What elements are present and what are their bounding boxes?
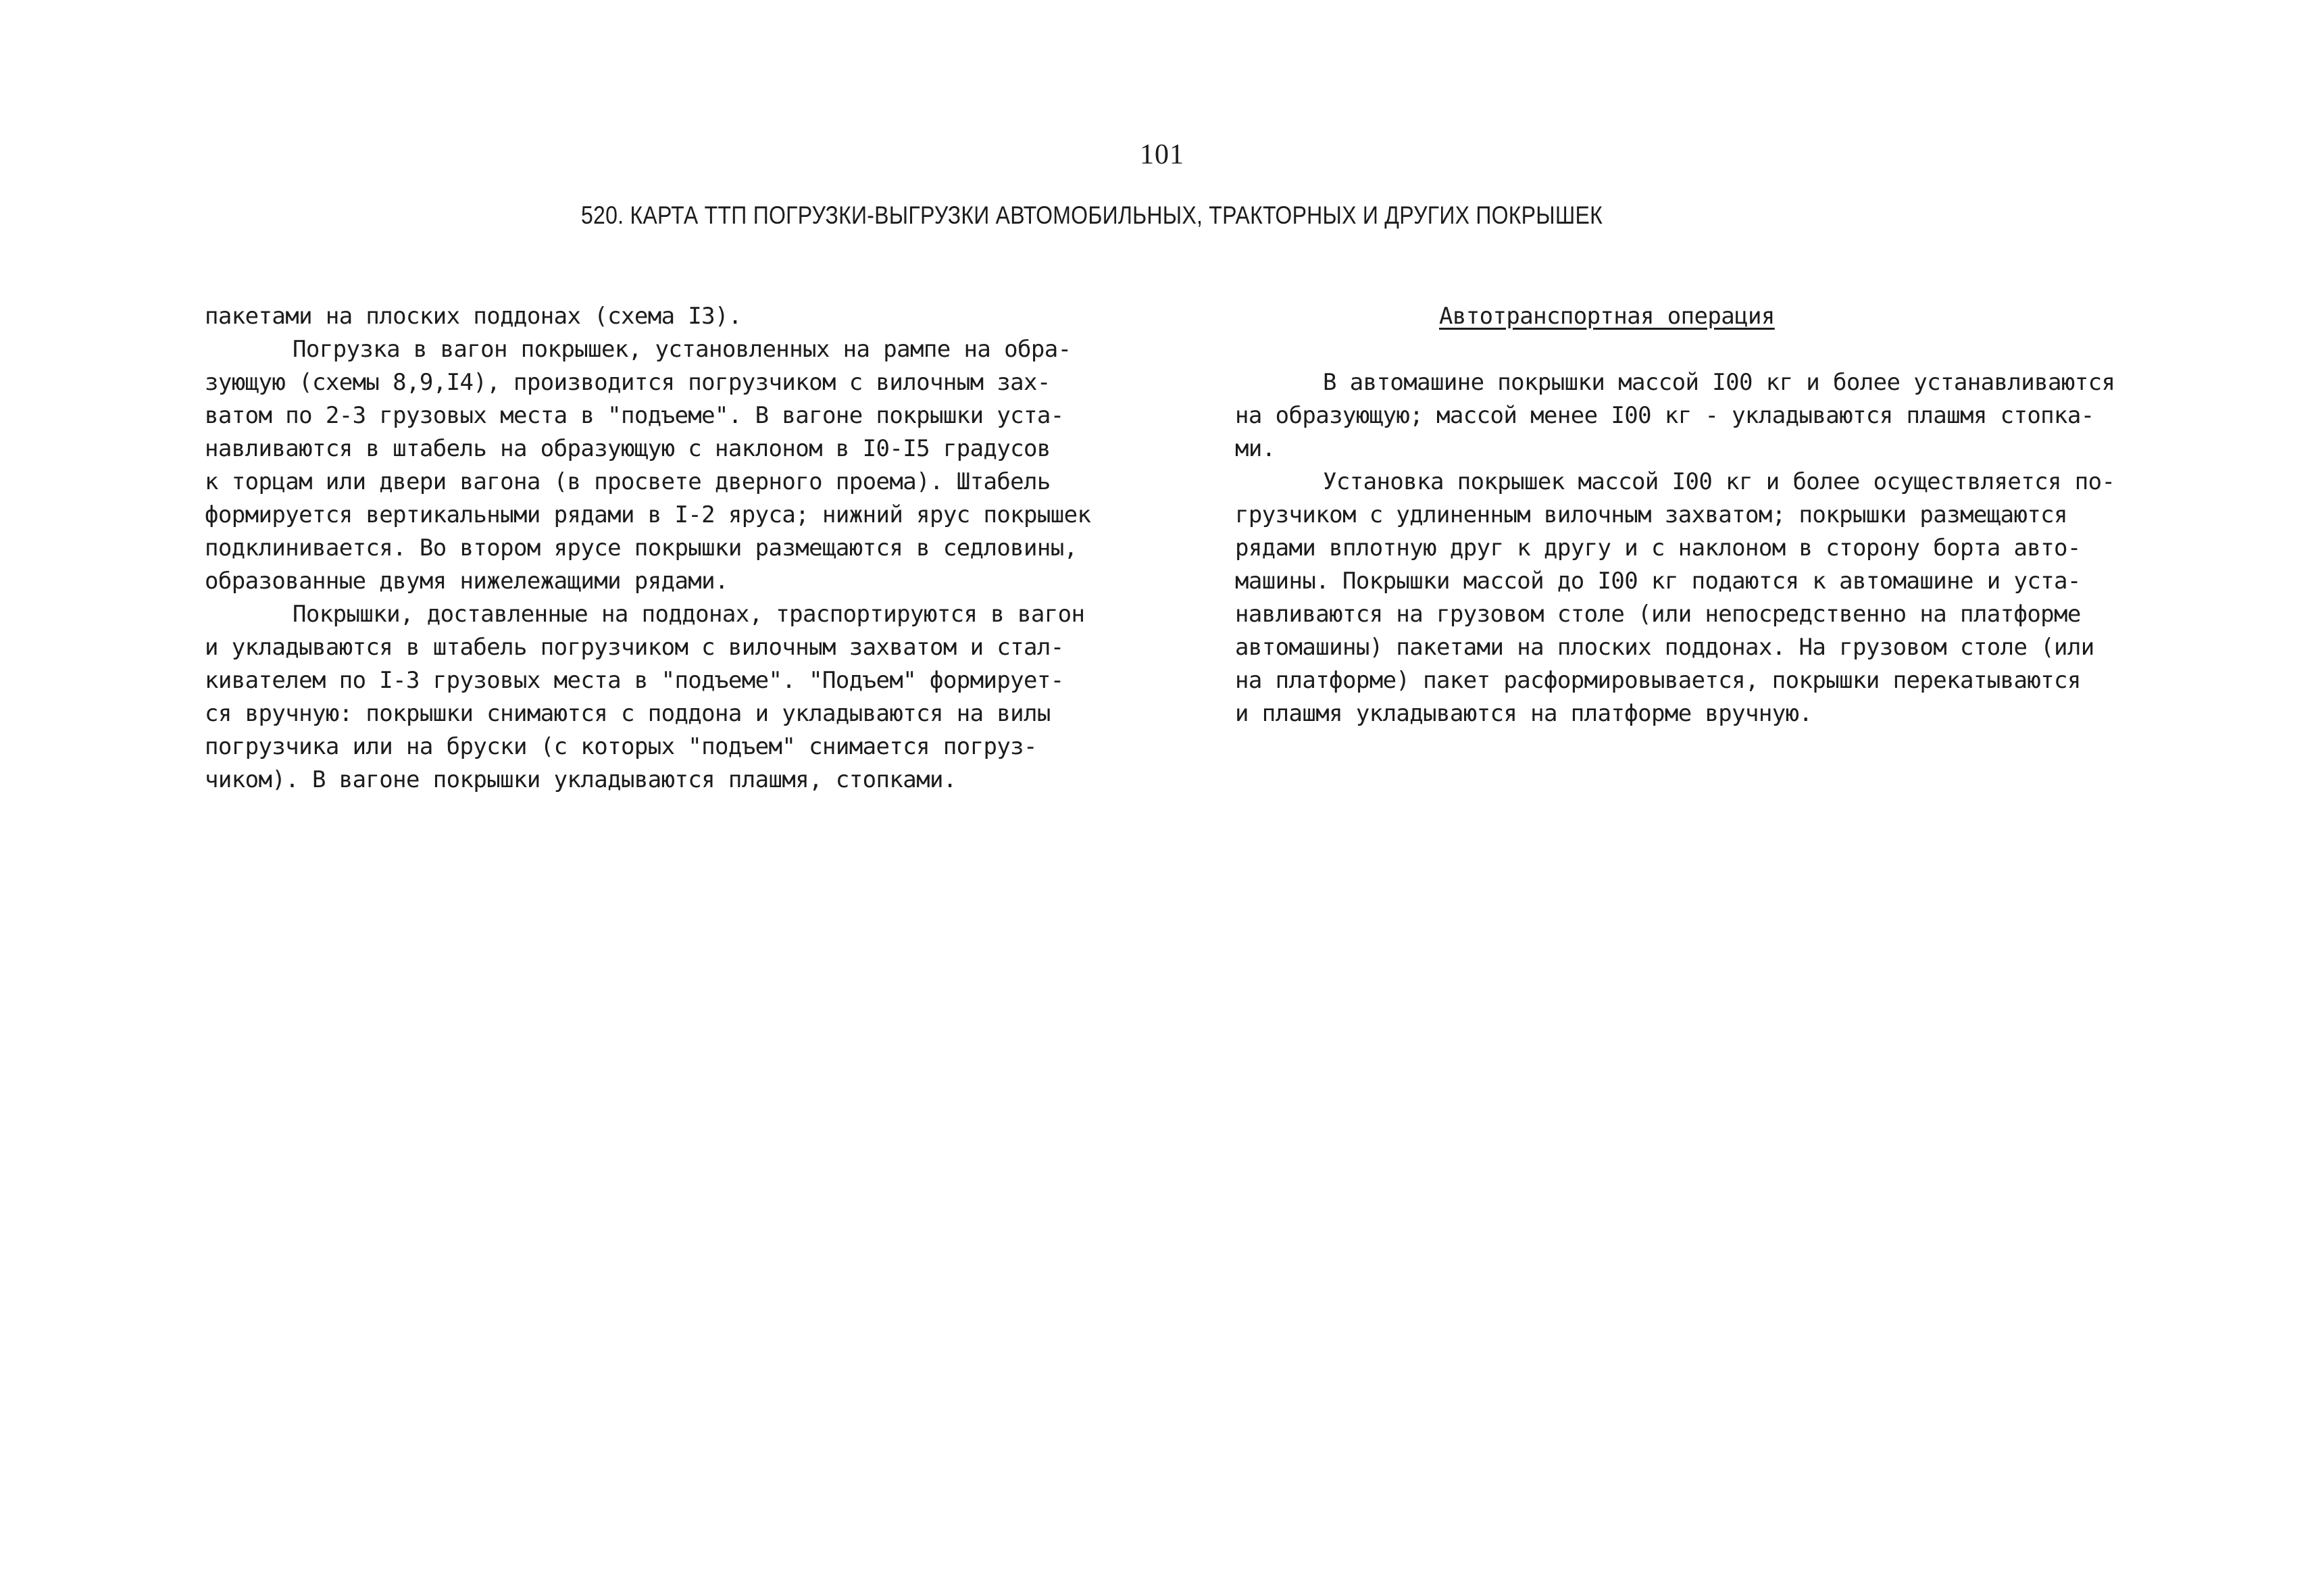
page-title: 520. КАРТА ТТП ПОГРУЗКИ-ВЫГРУЗКИ АВТОМОБИЛЬНЫХ, ТРАКТОРНЫХ И ДРУГИХ ПОКРЫШЕК xyxy=(581,201,1603,229)
left-column xyxy=(205,300,1137,797)
text-line: рядами вплотную друг к другу и с наклоном в сторону борта авто- xyxy=(1235,534,2081,562)
text-line: на платформе) пакет расформировывается, покрышки перекатываются xyxy=(1235,667,2081,694)
text-line: ся вручную: покрышки снимаются с поддона и укладываются на вилы xyxy=(205,700,1051,727)
text-line: навливаются в штабель на образующую с наклоном в I0-I5 градусов xyxy=(205,435,1051,462)
text-line: навливаются на грузовом столе (или непосредственно на платформе xyxy=(1235,601,2081,628)
text-line: Установка покрышек массой I00 кг и более осуществляется по- xyxy=(1323,468,2115,495)
text-line: зующую (схемы 8,9,I4), производится погрузчиком с вилочным зах- xyxy=(205,369,1051,396)
text-line: чиком). В вагоне покрышки укладываются плашмя, стопками. xyxy=(205,766,957,793)
text-line: ми. xyxy=(1235,435,1276,462)
text-line: грузчиком с удлиненным вилочным захватом; покрышки размещаются xyxy=(1235,501,2067,528)
text-line: автомашины) пакетами на плоских поддонах. На грузовом столе (или xyxy=(1235,634,2094,661)
text-line: к торцам или двери вагона (в просвете дверного проема). Штабель xyxy=(205,468,1051,495)
section-heading: Автотранспортная операция xyxy=(1439,303,1775,330)
text-line: ватом по 2-3 грузовых места в "подъеме". В вагоне покрышки уста- xyxy=(205,402,1064,429)
text-line: и укладываются в штабель погрузчиком с вилочным захватом и стал- xyxy=(205,634,1064,661)
text-line: В автомашине покрышки массой I00 кг и более устанавливаются xyxy=(1323,369,2115,396)
text-line: Погрузка в вагон покрышек, установленных на рампе на обра- xyxy=(293,336,1072,363)
right-column xyxy=(1235,366,2167,730)
text-line: Покрышки, доставленные на поддонах, траспортируются в вагон xyxy=(293,601,1085,628)
text-line: кивателем по I-3 грузовых места в "подъеме". "Подъем" формирует- xyxy=(205,667,1064,694)
text-line: образованные двумя нижележащими рядами. xyxy=(205,568,728,595)
text-line: и плашмя укладываются на платформе вручную. xyxy=(1235,700,1813,727)
text-line: формируется вертикальными рядами в I-2 яруса; нижний ярус покрышек xyxy=(205,501,1091,528)
text-line: погрузчика или на бруски (с которых "подъем" снимается погруз- xyxy=(205,733,1037,760)
page-number: 101 xyxy=(1140,139,1184,170)
text-line: пакетами на плоских поддонах (схема I3). xyxy=(205,303,742,330)
text-line: подклинивается. Во втором ярусе покрышки размещаются в седловины, xyxy=(205,534,1078,562)
text-line: машины. Покрышки массой до I00 кг подаются к автомашине и уста- xyxy=(1235,568,2081,595)
text-line: на образующую; массой менее I00 кг - укладываются плашмя стопка- xyxy=(1235,402,2094,429)
